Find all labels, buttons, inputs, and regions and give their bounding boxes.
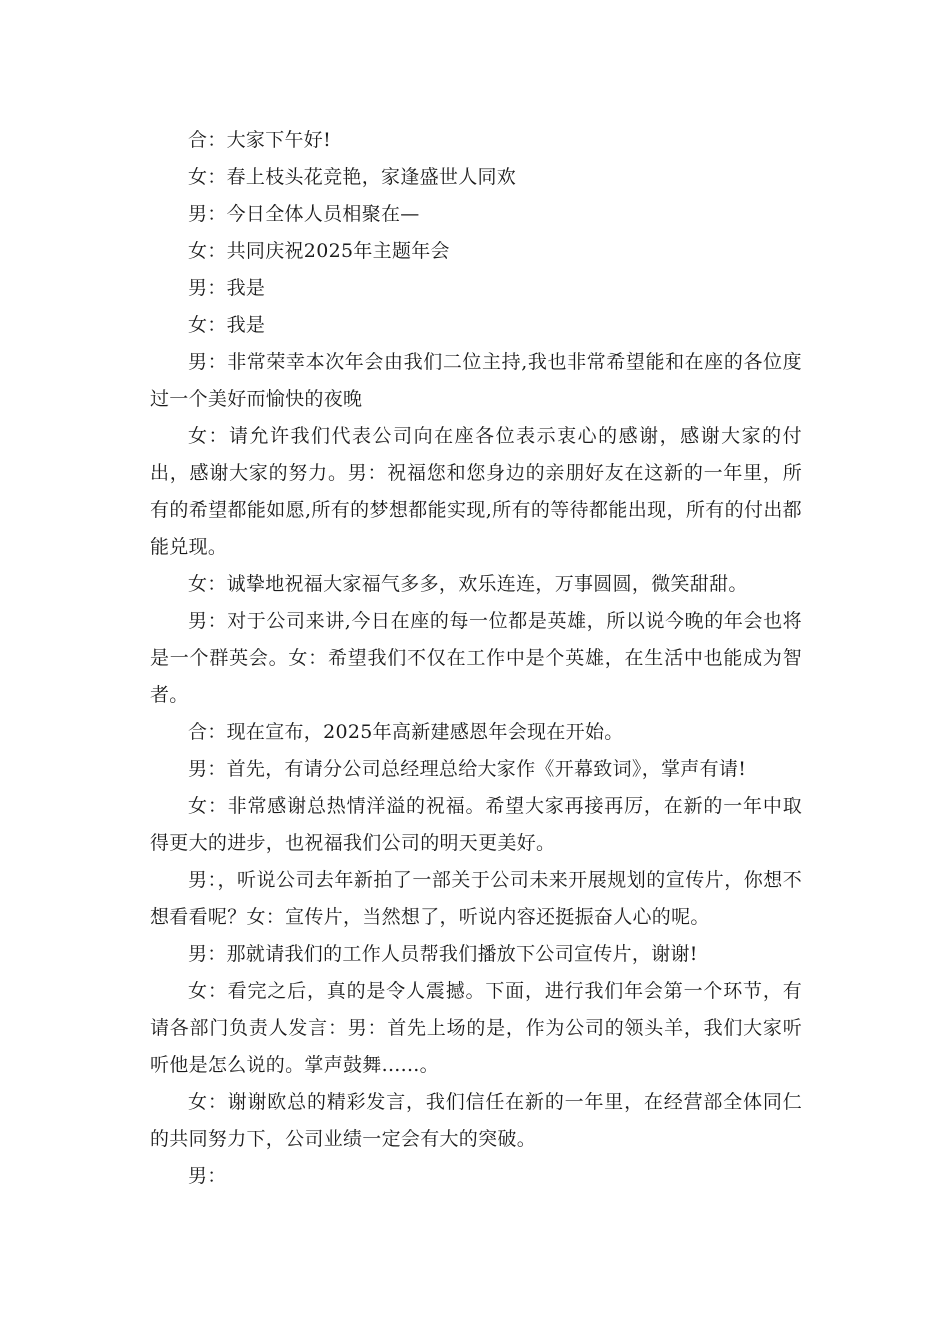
script-line: 女：看完之后，真的是令人震撼。下面，进行我们年会第一个环节，有请各部门负责人发言：男：首先上场的是，作为公司的领头羊，我们大家听听他是怎么说的。掌声鼓舞......。: [150, 980, 802, 1076]
script-line: 女：非常感谢总热情洋溢的祝福。希望大家再接再厉，在新的一年中取得更大的进步，也祝福我们公司的明天更美好。: [150, 795, 802, 854]
script-line: 合：现在宣布，2025年高新建感恩年会现在开始。: [188, 721, 624, 743]
script-line: 女：诚挚地祝福大家福气多多，欢乐连连，万事圆圆，微笑甜甜。: [188, 573, 748, 595]
script-line: 男：今日全体人员相聚在—: [188, 203, 420, 225]
script-line: 女：我是: [188, 314, 266, 336]
script-line: 男：对于公司来讲,今日在座的每一位都是英雄，所以说今晚的年会也将是一个群英会。女：希望我们不仅在工作中是个英雄，在生活中也能成为智者。: [150, 610, 802, 706]
document-body: [150, 122, 802, 1195]
script-line: 男：: [188, 1165, 227, 1187]
script-line: 男：我是: [188, 277, 266, 299]
script-line: 女：共同庆祝2025年主题年会: [188, 240, 450, 262]
script-line: 男：那就请我们的工作人员帮我们播放下公司宣传片，谢谢!: [188, 943, 698, 965]
script-line: 男：非常荣幸本次年会由我们二位主持,我也非常希望能和在座的各位度过一个美好而愉快的夜晚: [150, 351, 802, 410]
script-line: 女：请允许我们代表公司向在座各位表示衷心的感谢，感谢大家的付出，感谢大家的努力。男：祝福您和您身边的亲朋好友在这新的一年里，所有的希望都能如愿,所有的梦想都能实现,所有的等待都能出现，所有的付出都能兑现。: [150, 425, 802, 558]
script-line: 合：大家下午好!: [188, 129, 332, 151]
script-line: 男：首先，有请分公司总经理总给大家作《开幕致词》，掌声有请!: [188, 758, 747, 780]
script-line: 女：春上枝头花竞艳，家逢盛世人同欢: [188, 166, 517, 188]
script-line: 男：，听说公司去年新拍了一部关于公司未来开展规划的宣传片，你想不想看看呢？女：宣传片，当然想了，听说内容还挺振奋人心的呢。: [150, 869, 802, 928]
script-line: 女：谢谢欧总的精彩发言，我们信任在新的一年里，在经营部全体同仁的共同努力下，公司业绩一定会有大的突破。: [150, 1091, 802, 1150]
